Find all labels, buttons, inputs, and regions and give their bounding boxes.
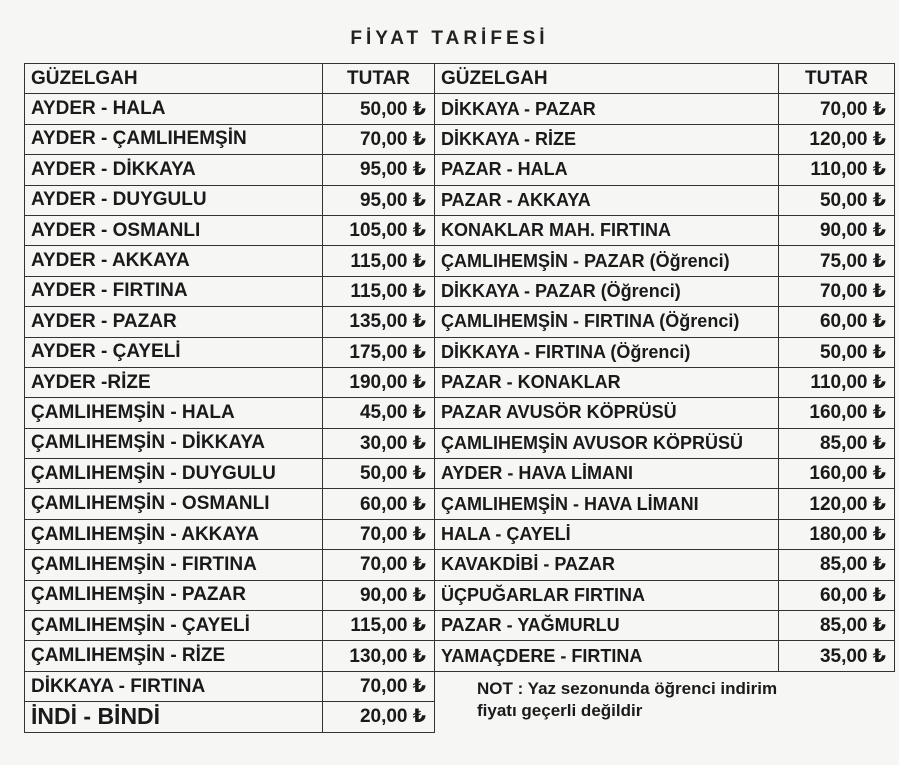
left-price-cell: 175,00 ₺ [323,337,435,367]
left-price-cell: 115,00 ₺ [323,246,435,276]
right-price-cell: 70,00 ₺ [779,276,895,306]
left-price-cell: 60,00 ₺ [323,489,435,519]
right-price-cell: 85,00 ₺ [779,428,895,458]
right-price-cell: 120,00 ₺ [779,489,895,519]
left-route-cell: AYDER - PAZAR [25,307,323,337]
note-line-2: fiyatı geçerli değildir [477,700,643,720]
note-box [435,671,895,732]
table-row [25,428,895,458]
right-price-cell: 35,00 ₺ [779,641,895,671]
left-route-cell: ÇAMLIHEMŞİN - AKKAYA [25,519,323,549]
right-price-cell: 110,00 ₺ [779,367,895,397]
right-price-cell: 180,00 ₺ [779,519,895,549]
left-route-cell: AYDER - ÇAYELİ [25,337,323,367]
left-route-cell: AYDER - DİKKAYA [25,155,323,185]
table-header-row [25,64,895,94]
right-price-cell: 85,00 ₺ [779,611,895,641]
table-row [25,337,895,367]
right-route-cell: KONAKLAR MAH. FIRTINA [435,215,779,245]
table-row [25,185,895,215]
left-price-cell: 95,00 ₺ [323,185,435,215]
table-row [25,398,895,428]
left-route-cell: AYDER - ÇAMLIHEMŞİN [25,124,323,154]
right-route-header: GÜZELGAH [435,64,779,94]
right-route-cell: DİKKAYA - RİZE [435,124,779,154]
table-row [25,367,895,397]
left-route-cell: ÇAMLIHEMŞİN - OSMANLI [25,489,323,519]
right-price-cell: 70,00 ₺ [779,94,895,124]
price-table [24,63,895,733]
right-price-cell: 90,00 ₺ [779,215,895,245]
table-row [25,459,895,489]
left-route-cell: ÇAMLIHEMŞİN - HALA [25,398,323,428]
right-price-cell: 120,00 ₺ [779,124,895,154]
left-route-cell: ÇAMLIHEMŞİN - DİKKAYA [25,428,323,458]
left-route-cell: AYDER - DUYGULU [25,185,323,215]
right-route-cell: PAZAR - KONAKLAR [435,367,779,397]
table-row [25,246,895,276]
left-price-cell: 115,00 ₺ [323,276,435,306]
left-route-cell: AYDER -RİZE [25,367,323,397]
left-route-cell: ÇAMLIHEMŞİN - PAZAR [25,580,323,610]
right-route-cell: ÇAMLIHEMŞİN - FIRTINA (Öğrenci) [435,307,779,337]
right-price-cell: 50,00 ₺ [779,185,895,215]
right-route-cell: KAVAKDİBİ - PAZAR [435,550,779,580]
note-line-1: NOT : Yaz sezonunda öğrenci indirim [477,678,778,698]
table-row [25,94,895,124]
table-row [25,155,895,185]
left-price-cell: 70,00 ₺ [323,519,435,549]
right-route-cell: ÇAMLIHEMŞİN AVUSOR KÖPRÜSÜ [435,428,779,458]
page-title: FİYAT TARİFESİ [350,28,549,49]
left-price-cell: 135,00 ₺ [323,307,435,337]
right-price-cell: 85,00 ₺ [779,550,895,580]
left-price-cell: 130,00 ₺ [323,641,435,671]
right-route-cell: PAZAR AVUSÖR KÖPRÜSÜ [435,398,779,428]
right-price-cell: 75,00 ₺ [779,246,895,276]
left-route-header: GÜZELGAH [25,64,323,94]
right-route-cell: YAMAÇDERE - FIRTINA [435,641,779,671]
left-route-cell: AYDER - FIRTINA [25,276,323,306]
right-price-cell: 160,00 ₺ [779,459,895,489]
left-route-cell: AYDER - AKKAYA [25,246,323,276]
left-price-cell: 90,00 ₺ [323,580,435,610]
table-row [25,611,895,641]
right-route-cell: AYDER - HAVA LİMANI [435,459,779,489]
left-price-cell: 70,00 ₺ [323,550,435,580]
right-price-cell: 60,00 ₺ [779,580,895,610]
right-price-cell: 110,00 ₺ [779,155,895,185]
right-route-cell: ÜÇPUĞARLAR FIRTINA [435,580,779,610]
left-route-cell: AYDER - OSMANLI [25,215,323,245]
table-row [25,580,895,610]
left-price-cell: 50,00 ₺ [323,94,435,124]
left-price-cell: 190,00 ₺ [323,367,435,397]
right-route-cell: DİKKAYA - PAZAR [435,94,779,124]
left-route-cell: ÇAMLIHEMŞİN - RİZE [25,641,323,671]
table-row [25,215,895,245]
left-route-cell: ÇAMLIHEMŞİN - ÇAYELİ [25,611,323,641]
left-price-cell: 70,00 ₺ [323,124,435,154]
left-price-cell: 70,00 ₺ [323,671,435,701]
right-route-cell: PAZAR - AKKAYA [435,185,779,215]
table-row [25,641,895,671]
right-route-cell: DİKKAYA - FIRTINA (Öğrenci) [435,337,779,367]
left-route-cell: ÇAMLIHEMŞİN - FIRTINA [25,550,323,580]
right-route-cell: DİKKAYA - PAZAR (Öğrenci) [435,276,779,306]
table-row [25,489,895,519]
table-row [25,550,895,580]
right-route-cell: PAZAR - YAĞMURLU [435,611,779,641]
left-price-cell: 45,00 ₺ [323,398,435,428]
table-row [25,276,895,306]
table-row [25,671,895,701]
left-price-cell: 95,00 ₺ [323,155,435,185]
left-route-cell: AYDER - HALA [25,94,323,124]
left-price-cell: 30,00 ₺ [323,428,435,458]
right-price-cell: 60,00 ₺ [779,307,895,337]
left-price-cell: 50,00 ₺ [323,459,435,489]
right-price-cell: 50,00 ₺ [779,337,895,367]
table-row [25,519,895,549]
left-route-cell: ÇAMLIHEMŞİN - DUYGULU [25,459,323,489]
left-route-cell: İNDİ - BİNDİ [25,702,323,732]
right-route-cell: ÇAMLIHEMŞİN - PAZAR (Öğrenci) [435,246,779,276]
left-route-cell: DİKKAYA - FIRTINA [25,671,323,701]
right-route-cell: PAZAR - HALA [435,155,779,185]
table-row [25,307,895,337]
table-row [25,124,895,154]
left-price-cell: 20,00 ₺ [323,702,435,732]
left-price-header: TUTAR [323,64,435,94]
right-price-header: TUTAR [779,64,895,94]
left-price-cell: 115,00 ₺ [323,611,435,641]
right-route-cell: HALA - ÇAYELİ [435,519,779,549]
right-route-cell: ÇAMLIHEMŞİN - HAVA LİMANI [435,489,779,519]
left-price-cell: 105,00 ₺ [323,215,435,245]
right-price-cell: 160,00 ₺ [779,398,895,428]
